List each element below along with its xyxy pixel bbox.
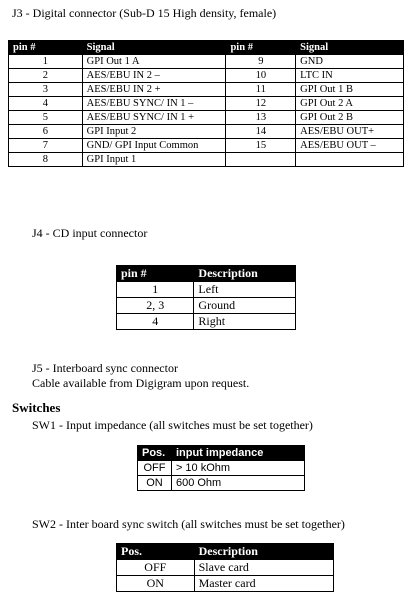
j5-title: J5 - Interboard sync connector: [32, 361, 178, 375]
table-header-row: [117, 544, 334, 560]
table-row: [9, 69, 404, 83]
table-cell: Master card: [194, 576, 333, 592]
table-cell: GPI Input 2: [82, 125, 226, 139]
sw1-title: SW1 - Input impedance (all switches must be set together): [32, 418, 313, 432]
switches-heading: Switches: [12, 400, 61, 415]
table-cell: > 10 kOhm: [171, 461, 304, 476]
table-row: [117, 282, 296, 298]
table-cell: OFF: [117, 560, 195, 576]
column-header: Pos.: [117, 544, 195, 560]
table-cell: GPI Input 1: [82, 153, 226, 167]
table-cell: 7: [9, 139, 83, 153]
table-row: [9, 111, 404, 125]
table-cell: AES/EBU IN 2 +: [82, 83, 226, 97]
j5-note: Cable available from Digigram upon request.: [32, 376, 250, 390]
table-row: [138, 461, 305, 476]
table-header-row: [117, 266, 296, 282]
table-row: [117, 314, 296, 330]
table-cell: 9: [226, 55, 296, 69]
j4-pinout-table: [116, 265, 296, 330]
table-cell: 4: [9, 97, 83, 111]
column-header: Signal: [296, 41, 404, 55]
table-cell: 3: [9, 83, 83, 97]
table-cell: GPI Out 1 A: [82, 55, 226, 69]
table-row: [117, 560, 334, 576]
table-cell: 15: [226, 139, 296, 153]
table-cell: AES/EBU SYNC/ IN 1 +: [82, 111, 226, 125]
table-cell: AES/EBU OUT –: [296, 139, 404, 153]
table-cell: [296, 153, 404, 167]
table-cell: GPI Out 2 A: [296, 97, 404, 111]
table-cell: GND/ GPI Input Common: [82, 139, 226, 153]
table-cell: LTC IN: [296, 69, 404, 83]
table-cell: 13: [226, 111, 296, 125]
column-header: Pos.: [138, 446, 172, 461]
j3-title: J3 - Digital connector (Sub-D 15 High density, female): [12, 6, 277, 20]
table-cell: 5: [9, 111, 83, 125]
table-cell: ON: [117, 576, 195, 592]
table-cell: 2, 3: [117, 298, 194, 314]
table-row: [117, 298, 296, 314]
table-header-row: [9, 41, 404, 55]
table-row: [9, 125, 404, 139]
table-header-row: [138, 446, 305, 461]
sw2-title: SW2 - Inter board sync switch (all switches must be set together): [32, 517, 345, 531]
table-cell: 8: [9, 153, 83, 167]
table-cell: 12: [226, 97, 296, 111]
table-cell: 14: [226, 125, 296, 139]
table-cell: 600 Ohm: [171, 476, 304, 491]
table-cell: Right: [194, 314, 296, 330]
j4-title: J4 - CD input connector: [32, 226, 148, 240]
column-header: Description: [194, 544, 333, 560]
table-row: [9, 153, 404, 167]
sw1-table: [137, 445, 305, 491]
table-row: [138, 476, 305, 491]
table-row: [117, 576, 334, 592]
table-cell: 4: [117, 314, 194, 330]
table-row: [9, 83, 404, 97]
table-cell: Ground: [194, 298, 296, 314]
table-cell: 1: [9, 55, 83, 69]
table-cell: AES/EBU SYNC/ IN 1 –: [82, 97, 226, 111]
table-row: [9, 55, 404, 69]
table-cell: 6: [9, 125, 83, 139]
column-header: pin #: [226, 41, 296, 55]
table-row: [9, 97, 404, 111]
table-cell: AES/EBU OUT+: [296, 125, 404, 139]
column-header: pin #: [9, 41, 83, 55]
table-cell: ON: [138, 476, 172, 491]
table-cell: GPI Out 1 B: [296, 83, 404, 97]
table-cell: [226, 153, 296, 167]
table-cell: Slave card: [194, 560, 333, 576]
table-row: [9, 139, 404, 153]
j3-pinout-table: [8, 40, 404, 167]
column-header: Signal: [82, 41, 226, 55]
column-header: pin #: [117, 266, 194, 282]
table-cell: GPI Out 2 B: [296, 111, 404, 125]
table-cell: 2: [9, 69, 83, 83]
table-cell: OFF: [138, 461, 172, 476]
column-header: Description: [194, 266, 296, 282]
column-header: input impedance: [171, 446, 304, 461]
table-cell: GND: [296, 55, 404, 69]
table-cell: 1: [117, 282, 194, 298]
table-cell: 11: [226, 83, 296, 97]
table-cell: AES/EBU IN 2 –: [82, 69, 226, 83]
table-cell: Left: [194, 282, 296, 298]
sw2-table: [116, 543, 334, 592]
table-cell: 10: [226, 69, 296, 83]
